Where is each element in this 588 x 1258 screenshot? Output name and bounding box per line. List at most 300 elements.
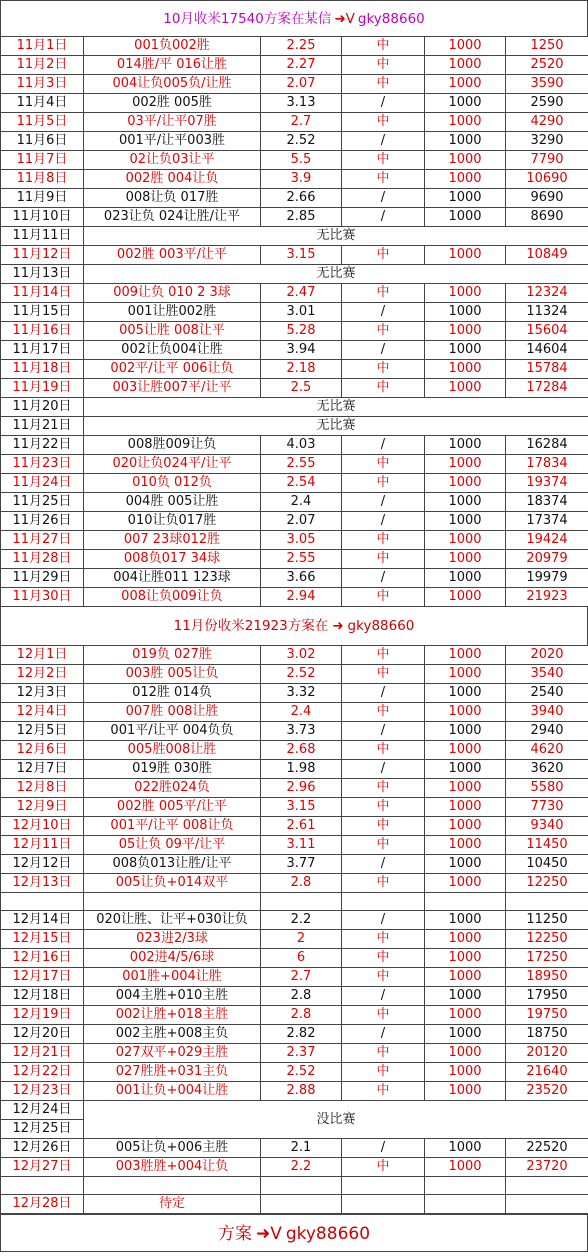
pick-cell: 002进4/5/6球 [84,949,261,968]
total-cell: 19750 [506,1006,588,1025]
table-row [1,151,588,170]
pick-cell: 002主胜+008主负 [84,1025,261,1044]
result-cell: / [342,493,425,512]
total-cell: 3590 [506,75,588,94]
table-row [1,512,588,531]
pick-cell: 待定 [84,1195,261,1214]
stake-cell: 1000 [425,930,506,949]
table-row [1,132,588,151]
total-cell: 2940 [506,722,588,741]
stake-cell: 1000 [425,779,506,798]
table-row [1,531,588,550]
pick-cell: 004主胜+010主胜 [84,987,261,1006]
date-cell: 11月2日 [1,56,84,75]
blank-row [1,893,588,911]
pick-cell: 003让胜007平/让平 [84,379,261,398]
table-row [1,1044,588,1063]
table-row [1,455,588,474]
table-row [1,170,588,189]
stake-cell: 1000 [425,569,506,588]
stake-cell: 1000 [425,379,506,398]
odds-cell: 3.32 [261,684,342,703]
stake-cell: 1000 [425,911,506,930]
odds-cell: 3.15 [261,246,342,265]
pick-cell: 001让负+004让胜 [84,1082,261,1101]
pick-cell: 007胜 008让胜 [84,703,261,722]
result-cell: 中 [342,798,425,817]
date-cell: 11月17日 [1,341,84,360]
stake-cell: 1000 [425,360,506,379]
date-cell: 12月26日 [1,1139,84,1158]
total-cell: 22520 [506,1139,588,1158]
date-cell: 11月1日 [1,37,84,56]
mid-banner-text: 11月份收米21923方案在 [173,618,329,634]
odds-cell: 2.88 [261,1082,342,1101]
total-cell: 1250 [506,37,588,56]
total-cell: 2590 [506,94,588,113]
table-row [1,798,588,817]
result-cell: / [342,684,425,703]
odds-cell: 3.77 [261,855,342,874]
total-cell: 17284 [506,379,588,398]
table-row [1,379,588,398]
result-cell: 中 [342,474,425,493]
date-cell: 11月29日 [1,569,84,588]
table-row [1,760,588,779]
table-row [1,569,588,588]
odds-cell: 2.5 [261,379,342,398]
pending-row [1,1195,588,1214]
result-cell: 中 [342,665,425,684]
odds-cell: 3.15 [261,798,342,817]
odds-cell: 2.8 [261,987,342,1006]
stake-cell: 1000 [425,1063,506,1082]
arrow-icon: ➜ [332,618,344,634]
date-cell: 12月3日 [1,684,84,703]
total-cell: 10849 [506,246,588,265]
date-cell: 12月24日 [1,1101,84,1120]
result-cell: / [342,303,425,322]
table-row [1,930,588,949]
date-cell: 11月19日 [1,379,84,398]
pick-cell: 001让胜002胜 [84,303,261,322]
table-row [1,37,588,56]
date-cell: 12月16日 [1,949,84,968]
pick-cell: 001胜+004让胜 [84,968,261,987]
table-row [1,493,588,512]
empty-cell [506,1177,588,1195]
pick-cell: 020让胜、让平+030让负 [84,911,261,930]
table-row [1,436,588,455]
table-row [1,1063,588,1082]
result-cell: / [342,911,425,930]
pick-cell: 004让负005负/让胜 [84,75,261,94]
table-row [1,360,588,379]
stake-cell: 1000 [425,284,506,303]
odds-cell: 2.55 [261,550,342,569]
stake-cell: 1000 [425,684,506,703]
result-cell: / [342,208,425,227]
mid-banner [0,607,588,645]
stake-cell: 1000 [425,703,506,722]
stake-cell: 1000 [425,798,506,817]
date-cell: 11月3日 [1,75,84,94]
top-banner-text: 10月收米17540方案在某信 [163,11,332,27]
odds-cell: 2.94 [261,588,342,607]
table-row [1,284,588,303]
result-cell: 中 [342,113,425,132]
result-cell: / [342,1139,425,1158]
result-cell: 中 [342,930,425,949]
stake-cell: 1000 [425,949,506,968]
date-cell: 12月7日 [1,760,84,779]
odds-cell: 2 [261,930,342,949]
odds-cell: 3.02 [261,646,342,665]
total-cell: 17834 [506,455,588,474]
stake-cell: 1000 [425,1006,506,1025]
result-cell: / [342,760,425,779]
table-row [1,75,588,94]
date-cell: 12月21日 [1,1044,84,1063]
total-cell: 2540 [506,684,588,703]
table-row [1,836,588,855]
empty-cell [425,893,506,911]
arrow-icon: ➜V [255,1224,282,1244]
result-cell: 中 [342,779,425,798]
date-cell: 11月4日 [1,94,84,113]
date-cell: 12月28日 [1,1195,84,1214]
pick-cell: 007 23球012胜 [84,531,261,550]
stake-cell: 1000 [425,987,506,1006]
no-match-note: 无比赛 [84,398,588,417]
odds-cell: 3.9 [261,170,342,189]
pick-cell: 002胜 004让负 [84,170,261,189]
result-cell: 中 [342,1158,425,1177]
odds-cell: 2.52 [261,665,342,684]
date-cell: 11月16日 [1,322,84,341]
date-cell: 12月11日 [1,836,84,855]
total-cell: 5580 [506,779,588,798]
pick-cell: 004胜 005让胜 [84,493,261,512]
date-cell: 11月13日 [1,265,84,284]
total-cell: 9340 [506,817,588,836]
table-row [1,303,588,322]
odds-cell: 1.98 [261,760,342,779]
result-cell: / [342,132,425,151]
pick-cell: 002胜 005胜 [84,94,261,113]
odds-cell: 2.7 [261,113,342,132]
stake-cell: 1000 [425,322,506,341]
stake-cell: 1000 [425,550,506,569]
empty-cell [506,1195,588,1214]
total-cell: 18374 [506,493,588,512]
date-cell: 12月4日 [1,703,84,722]
pick-cell: 009让负 010 2 3球 [84,284,261,303]
odds-cell: 6 [261,949,342,968]
result-cell: 中 [342,531,425,550]
result-cell: / [342,436,425,455]
stake-cell: 1000 [425,341,506,360]
result-cell: 中 [342,968,425,987]
result-cell: 中 [342,1044,425,1063]
odds-cell: 2.54 [261,474,342,493]
date-cell: 12月19日 [1,1006,84,1025]
result-cell: 中 [342,379,425,398]
odds-cell: 2.2 [261,911,342,930]
table-row [1,246,588,265]
date-cell: 12月14日 [1,911,84,930]
total-cell: 19979 [506,569,588,588]
pick-cell: 010负 012负 [84,474,261,493]
table-row [1,208,588,227]
total-cell: 17950 [506,987,588,1006]
result-cell: / [342,987,425,1006]
stake-cell: 1000 [425,170,506,189]
result-cell: 中 [342,170,425,189]
result-cell: 中 [342,151,425,170]
table-row [1,722,588,741]
odds-cell: 2.2 [261,1158,342,1177]
result-cell: 中 [342,246,425,265]
stake-cell: 1000 [425,760,506,779]
result-cell: 中 [342,1082,425,1101]
total-cell: 2020 [506,646,588,665]
date-cell: 11月26日 [1,512,84,531]
stake-cell: 1000 [425,94,506,113]
total-cell: 4290 [506,113,588,132]
odds-cell: 2.96 [261,779,342,798]
total-cell: 12324 [506,284,588,303]
date-cell: 11月30日 [1,588,84,607]
date-cell: 11月20日 [1,398,84,417]
stake-cell: 1000 [425,512,506,531]
result-cell: 中 [342,1063,425,1082]
total-cell: 3540 [506,665,588,684]
stake-cell: 1000 [425,588,506,607]
stake-cell: 1000 [425,189,506,208]
odds-cell: 2.25 [261,37,342,56]
pick-cell: 05让负 09平/让平 [84,836,261,855]
result-cell: 中 [342,817,425,836]
date-cell: 12月20日 [1,1025,84,1044]
date-cell: 12月23日 [1,1082,84,1101]
total-cell: 23720 [506,1158,588,1177]
date-cell: 11月15日 [1,303,84,322]
odds-cell: 2.4 [261,703,342,722]
november-table [0,36,588,607]
total-cell: 12250 [506,930,588,949]
table-row [1,1006,588,1025]
total-cell: 20979 [506,550,588,569]
empty-cell [425,1195,506,1214]
total-cell: 10450 [506,855,588,874]
empty-cell [261,1195,342,1214]
result-cell: 中 [342,949,425,968]
result-cell: / [342,189,425,208]
stake-cell: 1000 [425,56,506,75]
no-match-row [1,227,588,246]
table-row [1,1082,588,1101]
stake-cell: 1000 [425,493,506,512]
table-row [1,1025,588,1044]
pick-cell: 008胜009让负 [84,436,261,455]
table-row [1,741,588,760]
date-cell: 12月15日 [1,930,84,949]
stake-cell: 1000 [425,968,506,987]
odds-cell: 2.55 [261,455,342,474]
date-cell: 12月10日 [1,817,84,836]
stake-cell: 1000 [425,303,506,322]
stake-cell: 1000 [425,474,506,493]
pick-cell: 003胜胜+004让负 [84,1158,261,1177]
stake-cell: 1000 [425,1082,506,1101]
stake-cell: 1000 [425,722,506,741]
stake-cell: 1000 [425,741,506,760]
date-cell: 12月25日 [1,1120,84,1139]
empty-cell [425,1177,506,1195]
table-row [1,817,588,836]
table-row [1,189,588,208]
pick-cell: 014胜/平 016让胜 [84,56,261,75]
odds-cell: 3.05 [261,531,342,550]
odds-cell: 2.66 [261,189,342,208]
odds-cell: 3.11 [261,836,342,855]
date-cell: 12月12日 [1,855,84,874]
no-match-note: 无比赛 [84,227,588,246]
stake-cell: 1000 [425,1139,506,1158]
odds-cell: 2.07 [261,512,342,531]
odds-cell: 5.28 [261,322,342,341]
result-cell: / [342,512,425,531]
total-cell: 11324 [506,303,588,322]
result-cell: 中 [342,588,425,607]
pick-cell: 027胜胜+031主负 [84,1063,261,1082]
empty-cell [342,1195,425,1214]
table-row [1,322,588,341]
empty-cell [342,893,425,911]
pick-cell: 002平/让平 006让负 [84,360,261,379]
stake-cell: 1000 [425,855,506,874]
stake-cell: 1000 [425,531,506,550]
stake-cell: 1000 [425,1025,506,1044]
total-cell: 17250 [506,949,588,968]
odds-cell: 3.01 [261,303,342,322]
footer-banner [0,1214,588,1252]
date-cell: 12月5日 [1,722,84,741]
empty-cell [1,893,84,911]
no-match-note: 没比赛 [84,1101,588,1139]
odds-cell: 3.13 [261,94,342,113]
stake-cell: 1000 [425,836,506,855]
mid-banner-handle: gky88660 [347,618,415,634]
pick-cell: 008负013让胜/让平 [84,855,261,874]
odds-cell: 3.73 [261,722,342,741]
no-match-row [1,265,588,284]
total-cell: 7730 [506,798,588,817]
total-cell: 15784 [506,360,588,379]
pick-cell: 002胜 003平/让平 [84,246,261,265]
total-cell: 3620 [506,760,588,779]
table-row [1,968,588,987]
date-cell: 11月27日 [1,531,84,550]
date-cell: 11月5日 [1,113,84,132]
date-cell: 12月17日 [1,968,84,987]
total-cell: 18950 [506,968,588,987]
empty-cell [342,1177,425,1195]
table-row [1,646,588,665]
date-cell: 11月18日 [1,360,84,379]
top-banner-handle: gky88660 [357,11,425,27]
result-cell: 中 [342,836,425,855]
odds-cell: 2.85 [261,208,342,227]
date-cell: 12月1日 [1,646,84,665]
odds-cell: 2.68 [261,741,342,760]
result-cell: / [342,569,425,588]
odds-cell: 2.4 [261,493,342,512]
empty-cell [84,893,261,911]
pick-cell: 001平/让平 004负负 [84,722,261,741]
odds-cell: 2.47 [261,284,342,303]
odds-cell: 2.1 [261,1139,342,1158]
total-cell: 14604 [506,341,588,360]
stake-cell: 1000 [425,817,506,836]
table-row [1,94,588,113]
empty-cell [506,893,588,911]
stake-cell: 1000 [425,246,506,265]
total-cell: 3290 [506,132,588,151]
odds-cell: 5.5 [261,151,342,170]
pick-cell: 008负017 34球 [84,550,261,569]
pick-cell: 027双平+029主胜 [84,1044,261,1063]
pick-cell: 005让负+014双平 [84,874,261,893]
arrow-icon: ➜V [334,11,355,27]
pick-cell: 008让负009让负 [84,588,261,607]
date-cell: 11月6日 [1,132,84,151]
result-cell: 中 [342,360,425,379]
total-cell: 19424 [506,531,588,550]
table-row [1,56,588,75]
date-cell: 11月23日 [1,455,84,474]
pick-cell: 023进2/3球 [84,930,261,949]
pick-cell: 005让负+006主胜 [84,1139,261,1158]
date-cell: 11月21日 [1,417,84,436]
odds-cell: 2.18 [261,360,342,379]
table-row [1,703,588,722]
result-cell: 中 [342,284,425,303]
result-cell: 中 [342,646,425,665]
pick-cell: 001负002胜 [84,37,261,56]
total-cell: 21923 [506,588,588,607]
result-cell: 中 [342,703,425,722]
odds-cell: 2.7 [261,968,342,987]
pick-cell: 019胜 030胜 [84,760,261,779]
total-cell: 2520 [506,56,588,75]
table-row [1,550,588,569]
pick-cell: 003胜 005让负 [84,665,261,684]
date-cell: 12月13日 [1,874,84,893]
odds-cell: 4.03 [261,436,342,455]
total-cell: 8690 [506,208,588,227]
footer-text: 方案 [217,1224,252,1244]
no-match-row [1,398,588,417]
stake-cell: 1000 [425,874,506,893]
date-cell: 11月22日 [1,436,84,455]
stake-cell: 1000 [425,37,506,56]
odds-cell: 2.07 [261,75,342,94]
stake-cell: 1000 [425,1158,506,1177]
stake-cell: 1000 [425,665,506,684]
total-cell: 4620 [506,741,588,760]
